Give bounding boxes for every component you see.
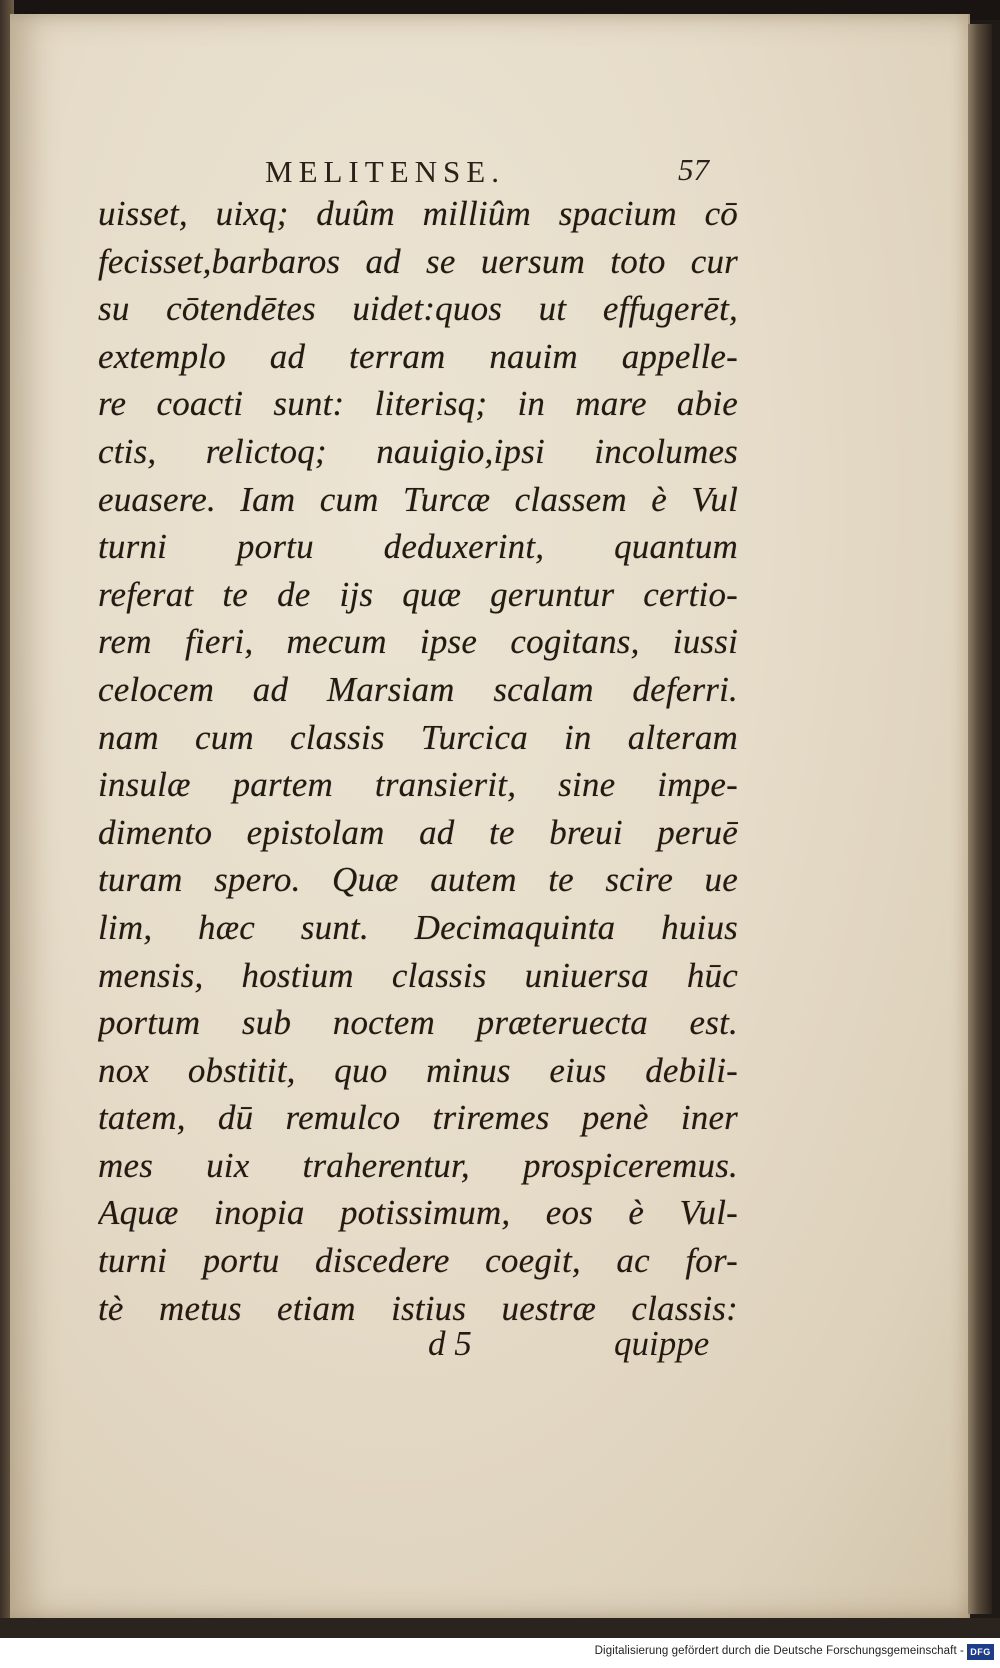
running-head: MELITENSE. <box>265 154 505 189</box>
catchword: quippe <box>614 1324 710 1363</box>
text-line: referat te de ijs quæ geruntur certio- <box>98 574 738 614</box>
footer-strip <box>0 1638 1000 1668</box>
text-line: tè metus etiam istius uestræ classis: <box>98 1288 738 1328</box>
text-line: dimento epistolam ad te breui peruē <box>98 812 738 852</box>
text-line: turni portu deduxerint, quantum <box>98 527 738 567</box>
scan-bottom-band <box>0 1618 1000 1638</box>
text-line: insulæ partem transierit, sine impe- <box>98 765 738 805</box>
page-right-edge <box>968 24 992 1614</box>
dfg-logo: DFG <box>967 1644 994 1660</box>
text-line: extemplo ad terram nauim appelle- <box>98 336 738 376</box>
digitization-credit: Digitalisierung gefördert durch die Deutsche Forschungsgemeinschaft - <box>594 1645 964 1657</box>
text-line: mensis, hostium classis uniuersa hūc <box>98 955 738 995</box>
text-line: nam cum classis Turcica in alteram <box>98 717 738 757</box>
text-line: fecisset,barbaros ad se uersum toto cur <box>98 241 738 281</box>
text-line: portum sub noctem præteruecta est. <box>98 1003 738 1043</box>
text-line: celocem ad Marsiam scalam deferri. <box>98 669 738 709</box>
text-line: nox obstitit, quo minus eius debili- <box>98 1050 738 1090</box>
text-line: re coacti sunt: literisq; in mare abie <box>98 384 738 424</box>
text-line: mes uix traherentur, prospiceremus. <box>98 1145 738 1185</box>
text-line: ctis, relictoq; nauigio,ipsi incolumes <box>98 431 738 471</box>
text-line: turam spero. Quæ autem te scire ue <box>98 860 738 900</box>
page-number: 57 <box>678 152 709 187</box>
text-line: tatem, dū remulco triremes penè iner <box>98 1098 738 1138</box>
text-line: rem fieri, mecum ipse cogitans, iussi <box>98 622 738 662</box>
signature-mark: d 5 <box>428 1324 472 1363</box>
text-line: su cōtendētes uidet:quos ut effugerēt, <box>98 289 738 329</box>
text-line: Aquæ inopia potissimum, eos è Vul- <box>98 1193 738 1233</box>
text-line: uisset, uixq; duûm milliûm spacium cō <box>98 194 738 233</box>
book-page <box>10 14 970 1618</box>
text-line: turni portu discedere coegit, ac for- <box>98 1241 738 1281</box>
body-text <box>98 190 738 1332</box>
text-line: lim, hæc sunt. Decimaquinta huius <box>98 907 738 947</box>
text-line: euasere. Iam cum Turcæ classem è Vul <box>98 479 738 519</box>
